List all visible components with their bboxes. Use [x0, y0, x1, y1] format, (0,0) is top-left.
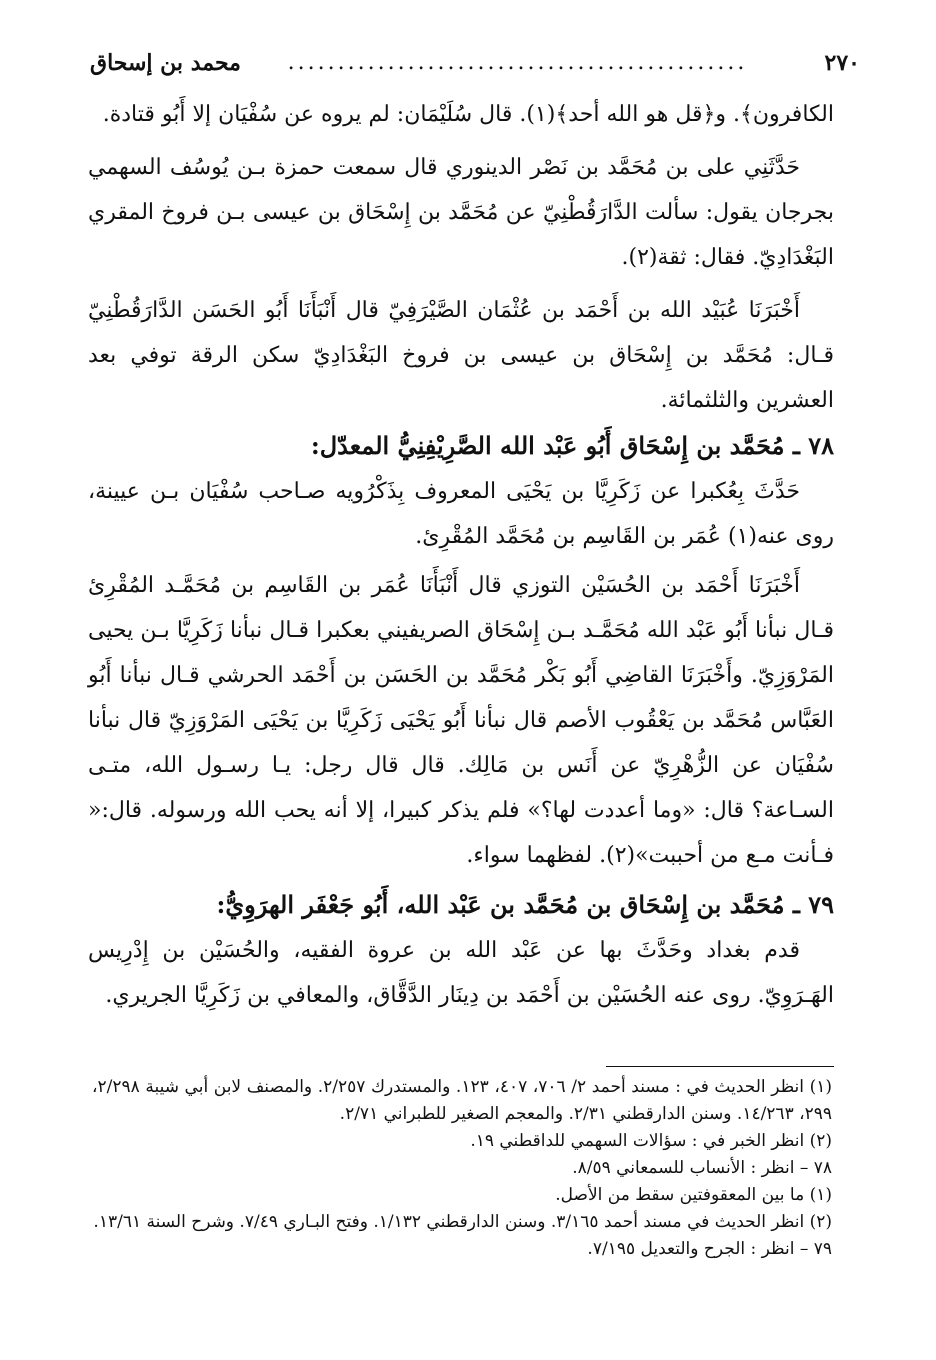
page-number: ٢٧٠ — [824, 50, 860, 76]
entry-79-paragraph-1: قدم بغداد وحَدَّثَ بها عن عَبْد الله بن عروة الفقيه، والحُسَيْن بن إِدْرِيس الهَـرَوِيّ. روى عنه الحُسَيْن بن أَحْمَد بن دِينَار الدَّقَّاق، والمعافي بن زَكَرِيَّا الجريري. — [88, 938, 834, 1008]
footnote: ٧٩ – انظر : الجرح والتعديل ٧/١٩٥. — [587, 1239, 832, 1259]
footnote: ٧٨ – انظر : الأنساب للسمعاني ٨/٥٩. — [572, 1158, 832, 1178]
entry-78-paragraph-2: أَخْبَرَنَا أَحْمَد بن الحُسَيْن التوزي قال أَنْبَأَنَا عُمَر بن القَاسِم بن مُحَمَّـد المُقْرِئ قـال نبأنا أَبُو عَبْد الله مُحَمَّـد بـن إِسْحَاق الصريفيني بعكبرا قـال نبأنا زَكَرِيَّا بـن يحيى المَرْوَزِيّ. وأَخْبَرَنَا القاضِي أَبُو بَكْر مُحَمَّد بن الحَسَن بن أَحْمَد الحرشي قـال نبأنا أَبُو العَبَّاس مُحَمَّد بن يَعْقُوب الأصم قال نبأنا أَبُو يَحْيَى زَكَرِيَّا بن يَحْيَى المَرْوَزِيّ قال نبأنا سُفْيَان عن الزُّهْرِيّ عن أَنَس بن مَالِك. قال قال رجل: يـا رسـول الله، متـى السـاعة؟ قال: «وما أعددت لها؟» فلم يذكر كبيرا، إلا أنه يحب الله ورسوله. قال:« فـأنت مـع من أحببت»(٢). لفظهما سواء. — [88, 573, 834, 868]
footnotes — [92, 1074, 832, 1263]
footnote: (٢) انظر الخبر في : سؤالات السهمي للداقطني ١٩. — [470, 1131, 832, 1151]
main-text — [88, 92, 834, 1018]
header-leader-dots: .............................................. — [287, 50, 748, 75]
entry-78-paragraph-1: حَدَّثَ بِعُكبرا عن زَكَرِيَّا بن يَحْيَى المعروف بِذَكْرُويه صـاحب سُفْيَان بـن عيينة، روى عنه(١) عُمَر بن القَاسِم بن مُحَمَّد المُقْرِئ. — [88, 479, 834, 549]
footnote: (١) انظر الحديث في : مسند أحمد ٢/ ٧٠٦، ٤٠٧، ١٢٣. والمستدرك ٢/٢٥٧. والمصنف لابن أبي شيبة ٢/٢٩٨، ٢٩٩، ١٤/٢٦٣. وسنن الدارقطني ٢/٣١. والمعجم الصغير للطبراني ٢/٧١. — [92, 1077, 832, 1124]
entry-78-heading: ٧٨ ـ مُحَمَّد بن إِسْحَاق أَبُو عَبْد الله الصَّرِيْفِنِيُّ المعدّل: — [310, 431, 834, 460]
continued-paragraph: الكافرون﴾. و﴿قل هو الله أحد﴾(١). قال سُلَيْمَان: لم يروه عن سُفْيَان إلا أَبُو قتادة. — [102, 102, 834, 127]
footnote-separator — [606, 1066, 834, 1067]
running-header — [90, 46, 860, 90]
paragraph-daraqutni-question: حَدَّثَنِي على بن مُحَمَّد بن نَصْر الدينوري قال سمعت حمزة بـن يُوسُف السهمي بجرجان يقول: سألت الدَّارَقُطْنِيّ عن مُحَمَّد بن إِسْحَاق بن عيسى بـن فروخ المقري البَغْدَادِيّ. فقال: ثقة(٢). — [88, 155, 834, 270]
paragraph-sayrafi-report: أَخْبَرَنَا عُبَيْد الله بن أَحْمَد بن عُثْمَان الصَّيْرَفِيّ قال أَنْبَأَنَا أَبُو الحَسَن الدَّارَقُطْنِيّ قـال: مُحَمَّد بن إِسْحَاق بن عيسى بن فروخ البَغْدَادِيّ سكن الرقة توفي بعد العشرين والثلثمائة. — [88, 298, 834, 413]
footnote: (٢) انظر الحديث في مسند أحمد ٣/١٦٥. وسنن الدارقطني ١/١٣٢. وفتح البـاري ٧/٤٩. وشرح السنة ١٣/٦١. — [93, 1212, 832, 1232]
footnote: (١) ما بين المعقوفتين سقط من الأصل. — [555, 1185, 832, 1205]
running-title: محمد بن إسحاق — [90, 50, 241, 76]
entry-79-heading: ٧٩ ـ مُحَمَّد بن إِسْحَاق بن مُحَمَّد بن عَبْد الله، أَبُو جَعْفَر الهرَوِيُّ: — [216, 890, 834, 919]
